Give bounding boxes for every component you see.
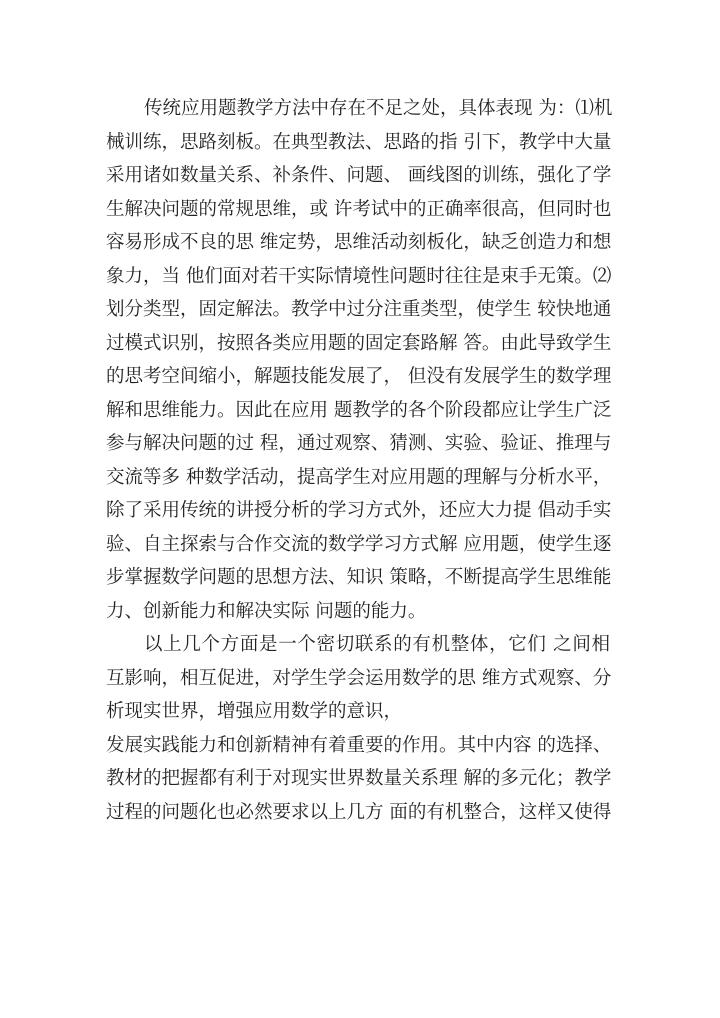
text-line: 划分类型，固定解法。教学中过分注重类型，使学生 较快地通	[106, 299, 612, 320]
text-line: 以上几个方面是一个密切联系的有机整体，它们 之间相	[144, 634, 610, 655]
text-line: 步掌握数学问题的思想方法、知识 策略，不断提高学生思维能	[106, 567, 612, 588]
body-text	[106, 92, 613, 829]
text-line: 力、创新能力和解决实际 问题的能力。	[106, 600, 427, 622]
text-line: 采用诸如数量关系、补条件、问题、 画线图的训练，强化了学	[106, 165, 612, 186]
text-line: 析现实世界，增强应用数学的意识，	[106, 701, 403, 722]
text-line: 验、自主探索与合作交流的数学学习方式解 应用题，使学生逐	[106, 533, 612, 555]
text-line: 教材的把握都有利于对现实世界数量关系理 解的多元化；教学	[106, 768, 612, 789]
text-line: 交流等多 种数学活动，提高学生对应用题的理解与分析水平，	[106, 466, 612, 488]
text-line: 的思考空间缩小，解题技能发展了， 但没有发展学生的数学理	[106, 366, 612, 387]
text-line: 除了采用传统的讲授分析的学习方式外，还应大力提 倡动手实	[106, 500, 612, 521]
text-line: 过程的问题化也必然要求以上几方 面的有机整合，这样又使得	[106, 801, 612, 823]
text-line: 械训练，思路刻板。在典型教法、思路的指 引下，教学中大量	[106, 131, 612, 153]
text-line: 参与解决问题的过 程，通过观察、猜测、实验、验证、推理与	[106, 433, 612, 454]
text-line: 发展实践能力和创新精神有着重要的作用。其中内容 的选择、	[106, 734, 612, 756]
text-line: 传统应用题教学方法中存在不足之处，具体表现 为：⑴机	[144, 98, 613, 119]
text-line: 容易形成不良的思 维定势，思维活动刻板化，缺乏创造力和想	[106, 232, 612, 253]
text-line: 象力，当 他们面对若干实际情境性问题时往往是束手无策。⑵	[106, 265, 612, 287]
text-line: 互影响，相互促进，对学生学会运用数学的思 维方式观察、分	[106, 667, 612, 689]
text-line: 生解决问题的常规思维，或 许考试中的正确率很高，但同时也	[106, 198, 612, 220]
text-line: 解和思维能力。因此在应用 题教学的各个阶段都应让学生广泛	[106, 399, 612, 421]
text-line: 过模式识别，按照各类应用题的固定套路解 答。由此导致学生	[106, 332, 612, 354]
